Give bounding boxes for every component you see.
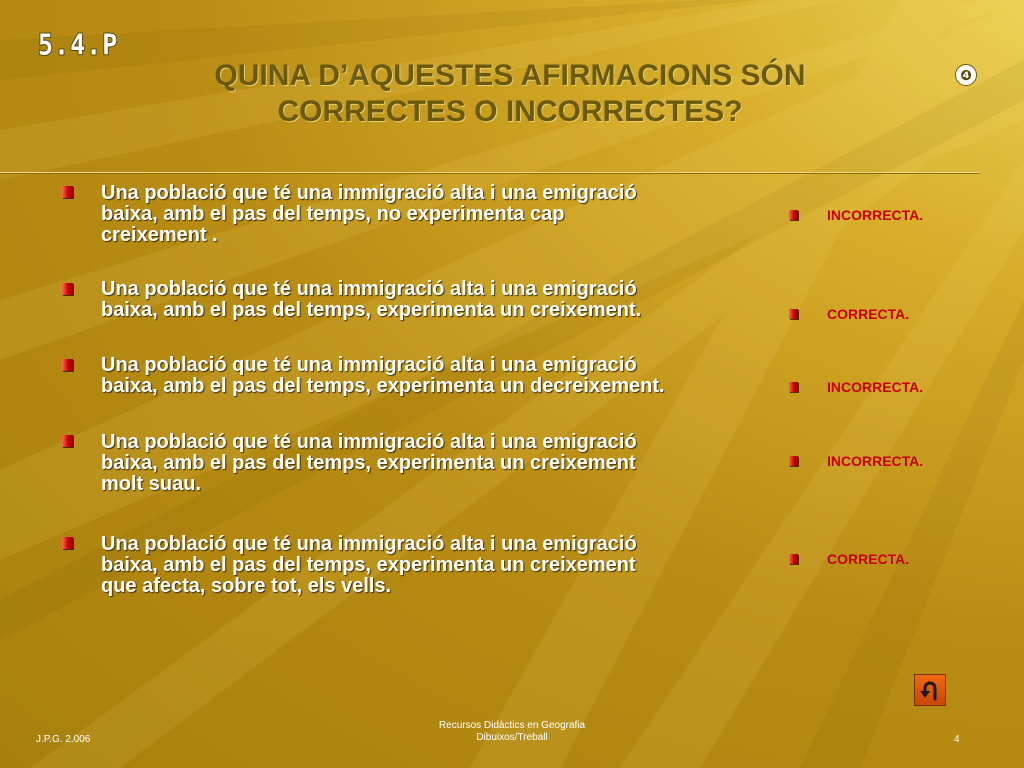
square-bullet-icon	[789, 554, 798, 564]
title-line-2: CORRECTES O INCORRECTES?	[277, 95, 743, 128]
square-bullet-icon	[62, 537, 73, 549]
footer-page-number: 4	[954, 734, 960, 745]
statement-1	[101, 183, 761, 246]
slide-number-badge	[955, 64, 977, 86]
title-divider	[0, 172, 980, 173]
back-button[interactable]	[914, 674, 946, 706]
statement-line: Una població que té una immigració alta i una emigració	[101, 354, 637, 376]
square-bullet-icon	[62, 283, 73, 295]
square-bullet-icon	[789, 210, 798, 220]
square-bullet-icon	[62, 435, 73, 447]
statement-3	[101, 355, 761, 397]
statement-2	[101, 279, 761, 321]
statement-line: baixa, amb el pas del temps, experimenta un creixement	[101, 554, 636, 576]
statement-line: Una població que té una immigració alta i una emigració	[101, 182, 637, 204]
square-bullet-icon	[789, 309, 798, 319]
statement-line: Una població que té una immigració alta i una emigració	[101, 278, 637, 300]
statement-line: creixement .	[101, 224, 218, 246]
statement-line: que afecta, sobre tot, els vells.	[101, 575, 392, 597]
statement-line: molt suau.	[101, 473, 202, 495]
return-arrow-icon	[918, 678, 942, 702]
statement-line: baixa, amb el pas del temps, experimenta un creixement.	[101, 299, 642, 321]
square-bullet-icon	[62, 186, 73, 198]
answer-1: INCORRECTA.	[827, 207, 924, 223]
answer-4: INCORRECTA.	[827, 453, 924, 469]
statement-4	[101, 432, 761, 495]
footer-center-line-1: Recursos Didàctics en Geografia	[438, 720, 586, 731]
square-bullet-icon	[62, 359, 73, 371]
statement-line: baixa, amb el pas del temps, experimenta un creixement	[101, 452, 636, 474]
statement-line: Una població que té una immigració alta i una emigració	[101, 431, 637, 453]
statement-line: Una població que té una immigració alta i una emigració	[101, 533, 637, 555]
statement-5	[101, 534, 761, 597]
answer-3: INCORRECTA.	[827, 379, 924, 395]
footer-author: J.P.G. 2.006	[36, 734, 91, 745]
title-line-1: QUINA D’AQUESTES AFIRMACIONS SÓN	[214, 59, 806, 92]
answer-5: CORRECTA.	[827, 551, 910, 567]
square-bullet-icon	[789, 382, 798, 392]
page-title	[140, 58, 880, 130]
footer-center	[412, 720, 612, 744]
square-bullet-icon	[789, 456, 798, 466]
footer-center-line-2: Dibuixos/Treball	[476, 732, 548, 743]
statement-line: baixa, amb el pas del temps, no experimenta cap	[101, 203, 565, 225]
badge-label: ❹	[960, 66, 972, 83]
statement-line: baixa, amb el pas del temps, experimenta un decreixement.	[101, 375, 665, 397]
slide-code: 5.4.P	[38, 28, 119, 62]
answer-2: CORRECTA.	[827, 306, 910, 322]
